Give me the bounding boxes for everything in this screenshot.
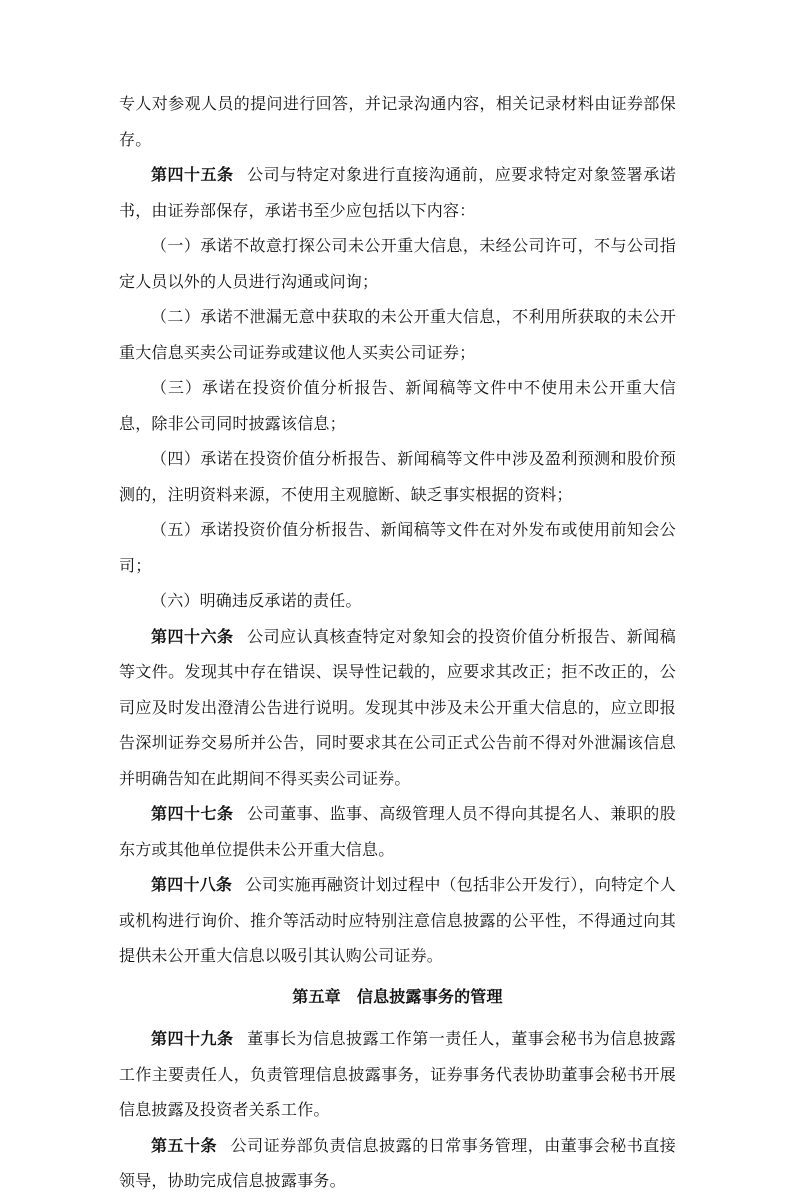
article-45	[119, 158, 676, 229]
clause-item-1: （一）承诺不故意打探公司未公开重大信息，未经公司许可，不与公司指定人员以外的人员进行沟通或问询；	[119, 238, 676, 291]
article-50-number: 第五十条	[151, 1137, 218, 1155]
chapter-5-number: 第五章	[292, 988, 341, 1006]
paragraph-continuation: 专人对参观人员的提问进行回答，并记录沟通内容，相关记录材料由证券部保存。	[119, 96, 676, 149]
article-45-text: 公司与特定对象进行直接沟通前，应要求特定对象签署承诺书，由证券部保存，承诺书至少应包括以下内容：	[119, 167, 676, 220]
clause-item-5: （五）承诺投资价值分析报告、新闻稿等文件在对外发布或使用前知会公司；	[119, 522, 676, 575]
article-46-text: 公司应认真核查特定对象知会的投资价值分析报告、新闻稿等文件。发现其中存在错误、误导性记载的，应要求其改正；拒不改正的，公司应及时发出澄清公告进行说明。发现其中涉及未公开重大信息的，应立即报告深圳证券交易所并公告，同时要求其在公司正式公告前不得对外泄漏该信息并明确告知在此期间不得买卖公司证券。	[119, 628, 676, 788]
article-48	[119, 868, 676, 975]
article-48-number: 第四十八条	[151, 877, 233, 894]
article-50-text: 公司证券部负责信息披露的日常事务管理，由董事会秘书直接领导，协助完成信息披露事务。	[119, 1137, 676, 1190]
article-46-number: 第四十六条	[151, 628, 234, 646]
article-46	[119, 620, 676, 798]
article-50	[119, 1129, 676, 1200]
clause-item-6: （六）明确违反承诺的责任。	[151, 593, 362, 610]
article-47-text: 公司董事、监事、高级管理人员不得向其提名人、兼职的股东方或其他单位提供未公开重大信息。	[119, 806, 676, 859]
clause-item-2: （二）承诺不泄漏无意中获取的未公开重大信息，不利用所获取的未公开重大信息买卖公司证券或建议他人买卖公司证券；	[119, 309, 676, 362]
article-49-text: 董事长为信息披露工作第一责任人，董事会秘书为信息披露工作主要责任人，负责管理信息披露事务，证券事务代表协助董事会秘书开展信息披露及投资者关系工作。	[119, 1031, 676, 1119]
article-49-number: 第四十九条	[151, 1031, 234, 1048]
chapter-5-heading	[119, 980, 676, 1016]
clause-item-4: （四）承诺在投资价值分析报告、新闻稿等文件中涉及盈利预测和股价预测的，注明资料来源，不使用主观臆断、缺乏事实根据的资料；	[119, 451, 676, 504]
article-47	[119, 797, 676, 868]
chapter-5-title: 信息披露事务的管理	[356, 988, 503, 1006]
clause-item-3: （三）承诺在投资价值分析报告、新闻稿等文件中不使用未公开重大信息，除非公司同时披露该信息；	[119, 380, 676, 433]
article-45-number: 第四十五条	[151, 167, 234, 184]
article-47-number: 第四十七条	[151, 806, 234, 823]
article-48-text: 公司实施再融资计划过程中（包括非公开发行），向特定个人或机构进行询价、推介等活动时应特别注意信息披露的公平性，不得通过向其提供未公开重大信息以吸引其认购公司证券。	[119, 877, 676, 965]
article-49	[119, 1022, 676, 1129]
document-body	[119, 87, 676, 1200]
